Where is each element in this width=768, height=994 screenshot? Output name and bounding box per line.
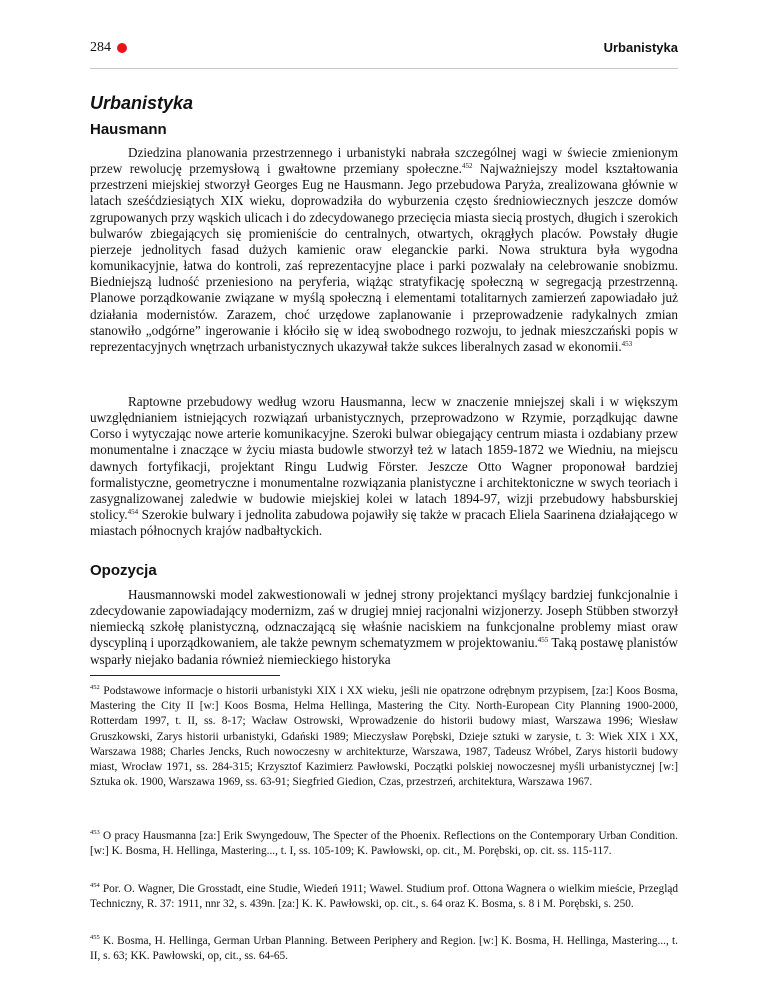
paragraph-text: Raptowne przebudowy według wzoru Hausmanna, lecw w znaczenie mniejszej skali i w większym uwzględnianiem istniejących rozwiązań urbanistycznych, przeprowadzono w Rzymie, porządkując dawne Corso i wytyczając nowe arterie komunikacyjne. Szeroki bulwar obiegający centrum miasta i ozdabiany przew monumentalne i znaczące w życiu miasta budowle stworzył też w latach 1859-1872 we Wiedniu, na miejscu dawnych fortyfikacji, projektant Ringu Ludwig Förster. Jeszcze Otto Wagner proponował bardziej formalistyczne, geometryczne i monumentalne rozwiązania planistyczne i architektoniczne w swych teoriach i zasygnalizowanej zaledwie w budowie miejskiej kolei w latach 1894-97, wizji przebudowy habsburskiej stolicy. xyxy=(90,394,678,523)
paragraph-text: Najważniejszy model kształtowania przestrzeni miejskiej stworzył Georges Eug ne Hausmann. Jego przebudowa Paryża, zrealizowana głównie w latach sześćdziesiątych XIX wieku, doprowadziła do wyburzenia często średniowiecznych jeszcze domów zgrupowanych przy wąskich ulicach i do zdecydowanego przecięcia miasta siecią prostych, długich i szerokich bulwarów zbiegających się promieniście do centralnych, otwartych, okrągłych placów. Powstały długie pierzeje jednolitych fasad dużych kamienic oraw eleganckie parki. Nowa struktura była wygodna komunikacyjnie, łatwa do kontroli, zaś reprezentacyjne place i parki pozwalały na celebrowanie snobizmu. Biedniejszą ludność przeniesiono na peryferia, wiążąc stratyfikację społeczną w segregacją przestrzenną. Planowe porządkowanie związane w myślą społeczną i elementami totalitarnych zamierzeń zapowiadało już działania modernistów. Zarazem, choć urzędowe zaplanowanie i przeprowadzenie radykalnych zmian stanowiło „odgórne” ingerowanie i kłóciło się w ideą swobodnego rozwoju, to jednak mieszczański popis w reprezentacyjnych wnętrzach urbanistycznych ukazywał także sukces liberalnych zasad w ekonomii. xyxy=(90,161,679,354)
page-number: 284 xyxy=(90,40,111,55)
footnote xyxy=(90,684,678,790)
footnote-ref: 453 xyxy=(621,339,633,348)
footnote-number: 452 xyxy=(90,684,100,691)
footnote-ref: 454 xyxy=(127,508,139,517)
footnote xyxy=(90,882,678,912)
chapter-title: Urbanistyka xyxy=(90,93,194,113)
paragraph xyxy=(90,394,678,539)
footnote-text: Podstawowe informacje o historii urbanistyki XIX i XX wieku, jeśli nie opatrzone odrębnym przypisem, [za:] Koos Bosma, Mastering the City II [w:] Koos Bosma, Helma Hellinga, Mastering the City. North-European City Planning 1900-2000, Rotterdam 1997, t. II, ss. 8-17; Wacław Ostrowski, Wprowadzenie do historii budowy miast, Warszawa 1996; Wiesław Gruszkowski, Zarys historii urbanistyki, Gdański 1989; Mieczysław Porębski, Dzieje sztuki w zarysie, t. 3: Wiek XIX i XX, Warszawa 1988; Charles Jencks, Ruch nowoczesny w architekturze, Warszawa, 1987, Tadeusz Wróbel, Zarys historii budowy miast, Wrocław 1971, ss. 284-315; Krzysztof Kazimierz Pawłowski, Początki polskiej nowoczesnej myśli urbanistycznej [w:] Sztuka ok. 1900, Warszawa 1969, ss. 63-91; Siegfried Giedion, Czas, przestrzeń, architektura, Warszawa 1967. xyxy=(90,685,678,789)
header-rule xyxy=(90,68,678,69)
paragraph xyxy=(90,145,678,355)
running-title: Urbanistyka xyxy=(603,40,678,55)
footnote-separator xyxy=(90,675,280,676)
footnote xyxy=(90,934,678,964)
footnote-text: Por. O. Wagner, Die Grosstadt, eine Studie, Wiedeń 1911; Wawel. Studium prof. Ottona Wagnera o wielkim mieście, Przegląd Techniczny, R. 37: 1911, nnr 32, s. 439n. [za:] K. K. Pawłowski, op. cit., s. 64 oraz K. Bosma, s. 8 i M. Porębski, s. 250. xyxy=(90,883,678,911)
paragraph xyxy=(90,587,678,668)
footnote-number: 453 xyxy=(90,829,100,836)
footnote-number: 455 xyxy=(90,934,100,941)
footnote-ref: 452 xyxy=(461,162,473,171)
footnote-text: K. Bosma, H. Hellinga, German Urban Planning. Between Periphery and Region. [w:] K. Bosma, H. Hellinga, Mastering..., t. II, s. 63; KK. Pawłowski, op, cit., ss. 64-65. xyxy=(90,935,678,963)
footnote-number: 454 xyxy=(90,882,100,889)
paragraph-text: Hausmannowski model zakwestionowali w jednej strony projektanci myślący bardziej funkcjonalnie i zdecydowanie zapowiadający modernizm, zaś w drugiej mniej racjonalni wizjonerzy. Joseph Stübben stworzył niemiecką szkołę planistyczną, odznaczającą się właśnie naciskiem na funkcjonalne problemy miast oraw dyscypliną i uporządkowaniem, ale także pewnym schematyzmem w projektowaniu. xyxy=(90,587,678,651)
section-heading-opozycja: Opozycja xyxy=(90,562,157,579)
footnote-text: O pracy Hausmanna [za:] Erik Swyngedouw, The Specter of the Phoenix. Reflections on the Contemporary Urban Condition. [w:] K. Bosma, H. Hellinga, Mastering..., t. I, ss. 105-109; K. Pawłowski, op. cit., M. Porębski, op. cit. ss. 115-117. xyxy=(90,830,678,858)
paragraph-text: Dziedzina planowania przestrzennego i urbanistyki nabrała szczególnej wagi w świecie zmienionym przew rewolucję przemysłową i gwałtowne przemiany społeczne. xyxy=(90,145,678,177)
section-heading-hausmann: Hausmann xyxy=(90,121,167,138)
paragraph-text: Taką postawę planistów wsparły niejako badania również niemieckiego historyka xyxy=(90,635,678,667)
red-dot-icon xyxy=(117,43,127,53)
paragraph-text: Szerokie bulwary i jednolita zabudowa pojawiły się także w pracach Eliela Saarinena działającego w miastach północnych krajów nadbałtyckich. xyxy=(90,507,678,539)
page-header xyxy=(90,38,678,60)
footnote xyxy=(90,829,678,859)
footnote-ref: 455 xyxy=(537,636,549,645)
